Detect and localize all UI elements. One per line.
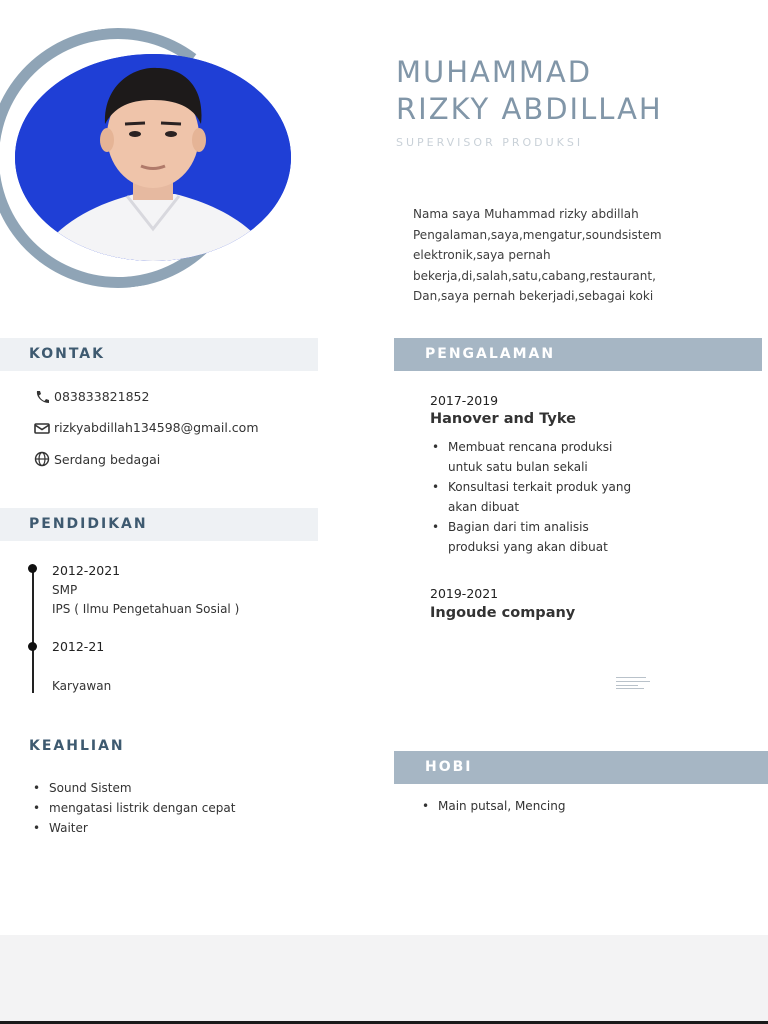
name-line-2: RIZKY ABDILLAH	[396, 92, 663, 126]
about-line: Pengalaman,saya,mengatur,soundsistem	[413, 227, 662, 242]
mail-icon	[34, 421, 50, 435]
experience-bullet: • Konsultasi terkait produk yang	[448, 480, 631, 494]
education-year: 2012-21	[52, 639, 105, 654]
education-school: SMP	[52, 583, 78, 597]
education-year: 2012-2021	[52, 563, 121, 578]
experience-year: 2017-2019	[430, 393, 499, 408]
page-bottom-margin	[0, 935, 768, 1024]
contact-email	[34, 420, 259, 435]
skill-item: • mengatasi listrik dengan cepat	[49, 801, 235, 815]
contact-location	[34, 451, 160, 467]
profile-photo	[15, 54, 291, 261]
education-major: IPS ( Ilmu Pengetahuan Sosial )	[52, 602, 240, 616]
about-line: elektronik,saya pernah	[413, 248, 551, 262]
about-line: Dan,saya pernah bekerjadi,sebagai koki	[413, 289, 654, 303]
section-hobby-header: HOBI	[394, 751, 768, 784]
skill-item: • Waiter	[49, 821, 88, 835]
section-education-header: PENDIDIKAN	[0, 508, 318, 541]
about-line: Nama saya Muhammad rizky abdillah	[413, 207, 639, 221]
section-contact-header: KONTAK	[0, 338, 318, 371]
experience-bullet-cont: produksi yang akan dibuat	[448, 540, 608, 554]
experience-bullet-cont: akan dibuat	[448, 500, 520, 514]
skill-item: • Sound Sistem	[49, 781, 132, 795]
about-line: bekerja,di,salah,satu,cabang,restaurant,	[413, 268, 656, 283]
experience-company: Hanover and Tyke	[430, 411, 576, 427]
document-icon	[616, 676, 650, 690]
education-role: Karyawan	[52, 679, 112, 693]
hobby-item: • Main putsal, Mencing	[438, 799, 565, 813]
experience-bullet: • Membuat rencana produksi	[448, 440, 612, 454]
experience-bullet-cont: untuk satu bulan sekali	[448, 460, 588, 474]
about-text	[413, 204, 743, 307]
job-title: SUPERVISOR PRODUKSI	[396, 136, 584, 149]
experience-year: 2019-2021	[430, 586, 499, 601]
phone-icon	[34, 390, 50, 404]
email-address: rizkyabdillah134598@gmail.com	[54, 420, 259, 435]
experience-company: Ingoude company	[430, 605, 576, 621]
section-experience-header: PENGALAMAN	[394, 338, 762, 371]
contact-phone	[34, 389, 149, 404]
experience-bullet: • Bagian dari tim analisis	[448, 520, 589, 534]
section-skills-header: KEAHLIAN	[0, 730, 318, 763]
globe-icon	[34, 451, 50, 467]
name-line-1: MUHAMMAD	[396, 55, 593, 89]
phone-number: 083833821852	[54, 389, 150, 404]
person-name	[396, 54, 663, 128]
timeline-dot	[28, 642, 37, 651]
timeline-line	[32, 569, 34, 693]
timeline-dot	[28, 564, 37, 573]
location-text: Serdang bedagai	[54, 451, 161, 467]
